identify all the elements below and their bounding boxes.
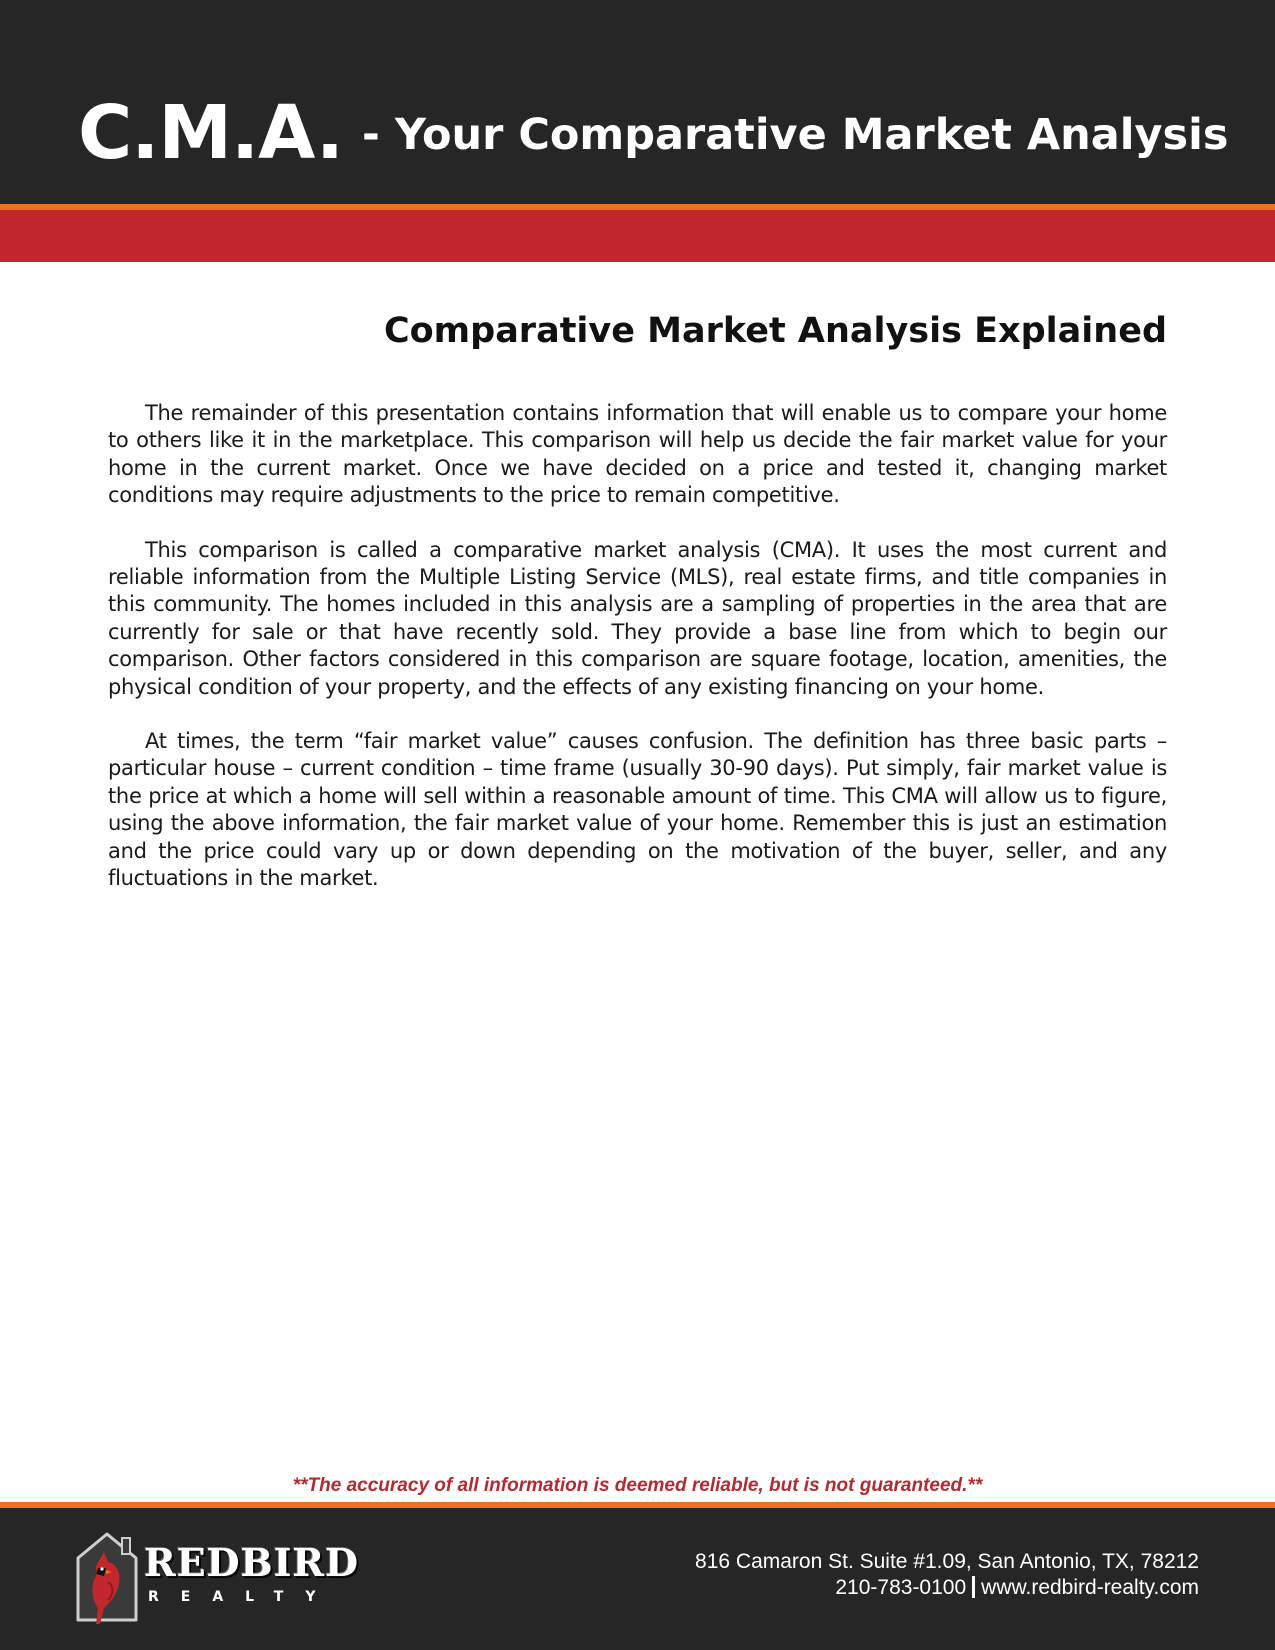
paragraph-1: The remainder of this presentation contains information that will enable us to compare your home to others like it in the marketplace. This comparison will help us decide the fair market value for your home in the current market. Once we have decided on a price and tested it, changing market conditions may require adjustments to the price to remain competitive.	[108, 401, 1167, 508]
paragraph-3: At times, the term “fair market value” causes confusion. The definition has three basic parts – particular house – current condition – time frame (usually 30-90 days). Put simply, fair market value is the price at which a home will sell within a reasonable amount of time. This CMA will allow us to figure, using the above information, the fair market value of your home. Remember this is just an estimation and the price could vary up or down depending on the motivation of the buyer, seller, and any fluctuations in the market.	[108, 729, 1167, 891]
phone-web-line	[695, 1575, 1199, 1601]
header-bar	[0, 0, 1275, 204]
body-text	[108, 400, 1167, 920]
website-link[interactable]: www.redbird-realty.com	[981, 1576, 1199, 1599]
header-title: - Your Comparative Market Analysis	[362, 110, 1229, 160]
contact-info	[695, 1549, 1199, 1601]
phone: 210-783-0100	[835, 1576, 967, 1599]
brand-logo	[74, 1528, 374, 1628]
paragraph-2: This comparison is called a comparative market analysis (CMA). It uses the most current and reliable information from the Multiple Listing Service (MLS), real estate firms, and title companies in this community. The homes included in this analysis are a sampling of properties in the area that are currently for sale or that have recently sold. They provide a base line from which to begin our comparison. Other factors considered in this comparison are square footage, location, amenities, the physical condition of your property, and the effects of any existing financing on your home.	[108, 537, 1167, 699]
cardinal-bird-icon	[74, 1528, 140, 1626]
header-red-band	[0, 210, 1275, 262]
address: 816 Camaron St. Suite #1.09, San Antonio, TX, 78212	[695, 1550, 1199, 1573]
brand-subtitle: REALTY	[148, 1589, 338, 1605]
section-title: Comparative Market Analysis Explained	[383, 311, 1167, 351]
separator	[972, 1576, 975, 1598]
brand-name: REDBIRD	[144, 1540, 359, 1585]
cma-logo: C.M.A.	[78, 90, 343, 176]
disclaimer: **The accuracy of all information is deemed reliable, but is not guaranteed.**	[292, 1475, 983, 1496]
